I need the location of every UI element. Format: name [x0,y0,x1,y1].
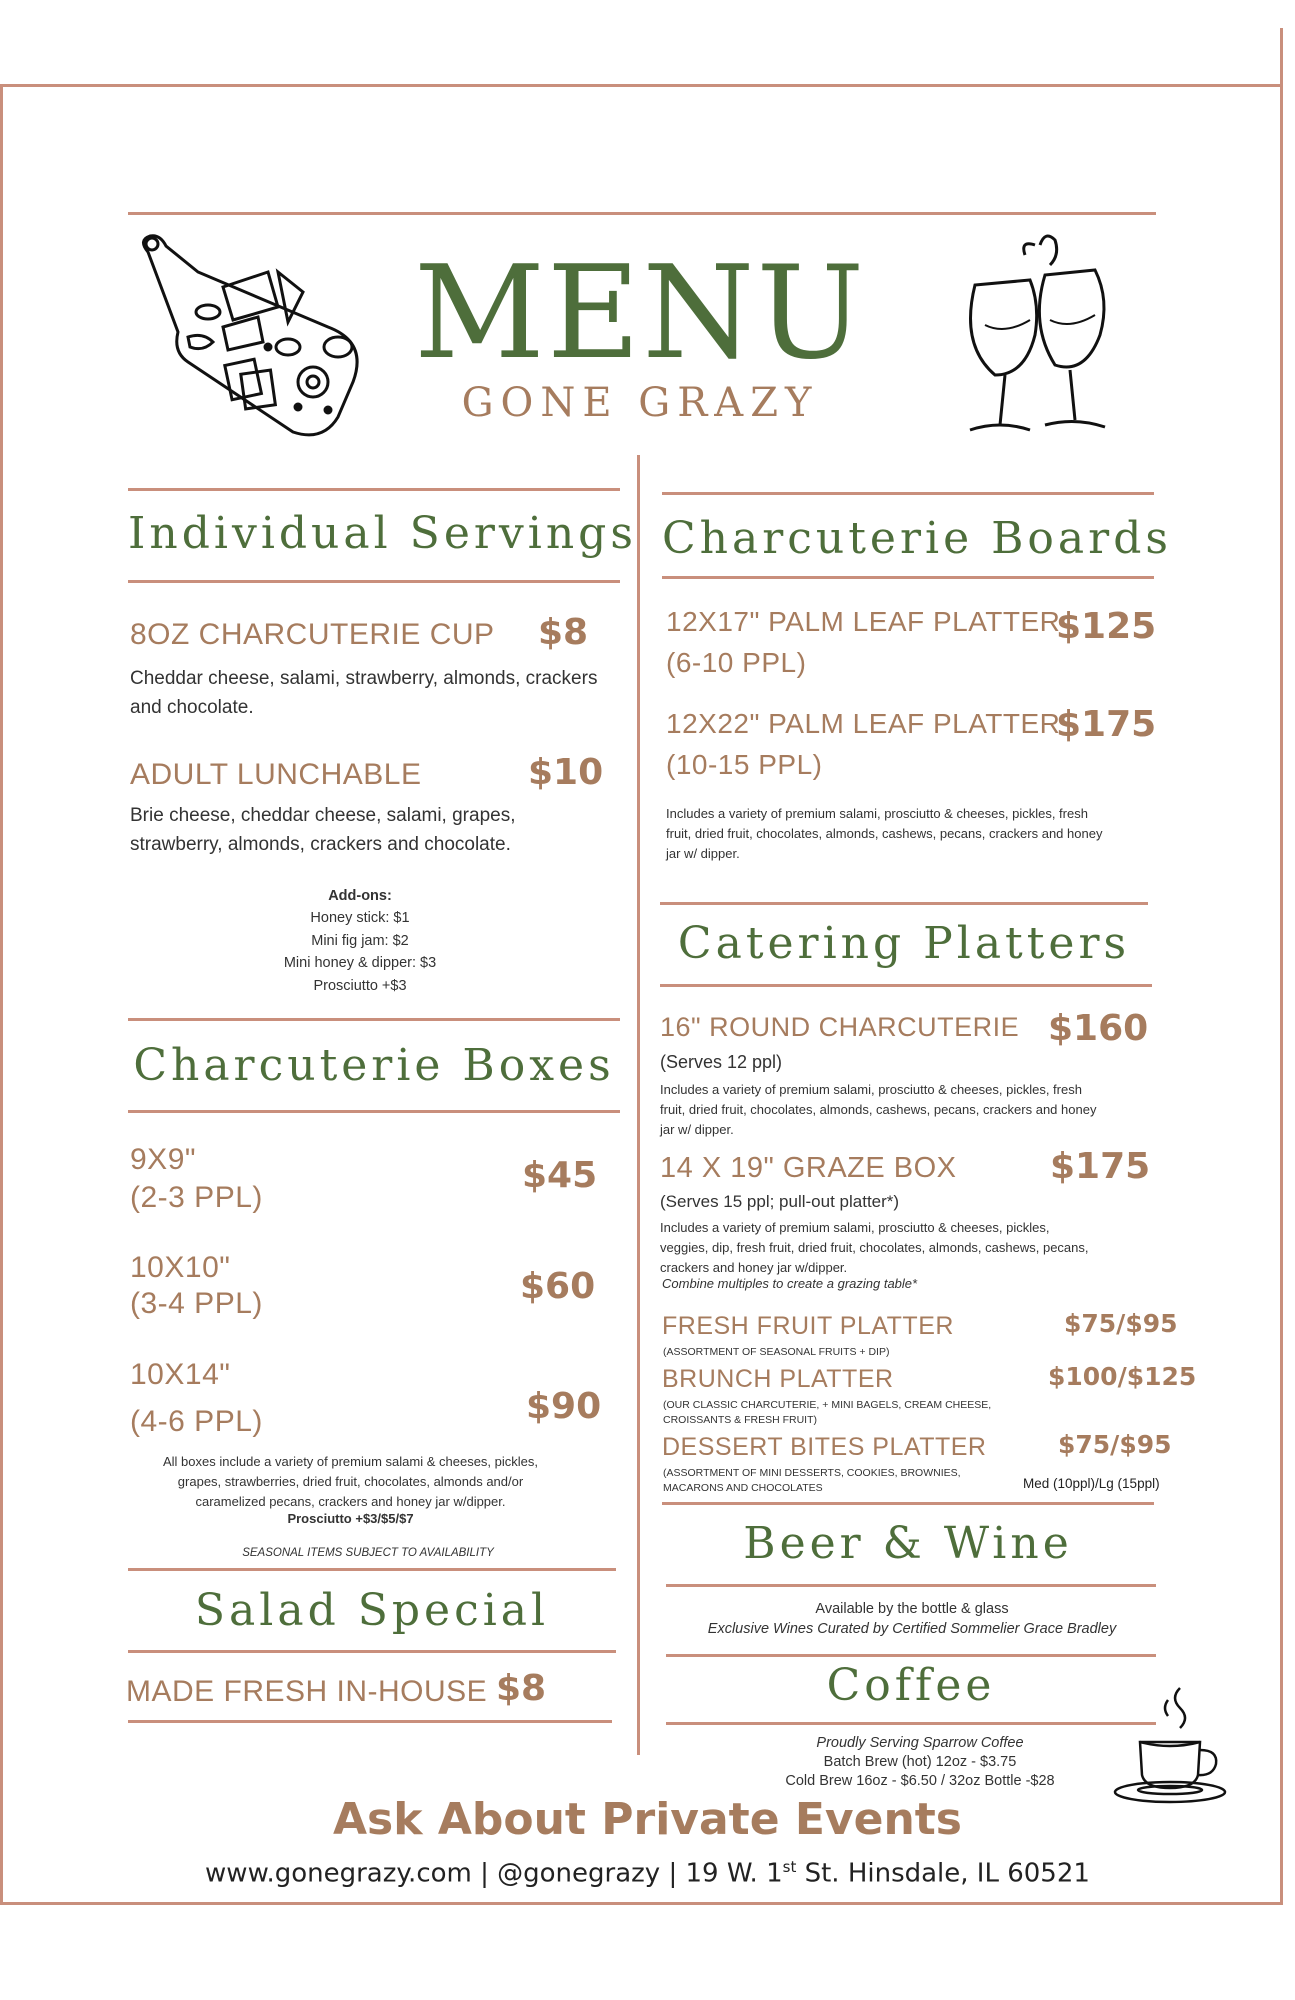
page-title: MENU [413,239,867,388]
boxes-seasonal: SEASONAL ITEMS SUBJECT TO AVAILABILITY [242,1547,494,1559]
box-14-price: $90 [526,1386,602,1427]
coffee-cup-icon [1110,1680,1240,1805]
individual-rule-bottom [128,580,620,583]
contact-text: www.gonegrazy.com | @gonegrazy | 19 W. 1 [205,1858,783,1889]
lunchable-desc: Brie cheese, cheddar cheese, salami, grapes, strawberry, almonds, crackers and chocolate. [130,805,516,855]
cup-name: 8OZ CHARCUTERIE CUP [130,618,495,651]
coffee-line2: Batch Brew (hot) 12oz - $3.75 [823,1754,1017,1770]
addon-item: Mini fig jam: $2 [311,932,409,949]
round-price: $160 [1048,1008,1149,1049]
salad-price: $8 [496,1668,547,1709]
lunchable-name: ADULT LUNCHABLE [130,758,422,791]
board-17-price: $125 [1056,606,1157,647]
coffee-rule-bottom [666,1722,1156,1725]
box-9-serves: (2-3 PPL) [130,1181,263,1214]
coffee-heading: Coffee [826,1660,996,1711]
catering-heading: Catering Platters [677,918,1131,969]
beer-wine-line1: Available by the bottle & glass [815,1601,1009,1617]
individual-heading: Individual Servings [128,508,637,559]
beer-rule-top [662,1502,1154,1505]
dessert-price: $75/$95 [1058,1430,1172,1459]
boards-rule-top [662,492,1154,495]
brunch-name: BRUNCH PLATTER [662,1365,894,1393]
board-22-serves: (10-15 PPL) [666,749,823,780]
addons-block [200,885,520,997]
boxes-rule-top [128,1018,620,1021]
addon-item: Honey stick: $1 [310,910,410,927]
frame-top [0,84,1283,87]
contact-address: St. Hinsdale, IL 60521 [796,1858,1090,1889]
boxes-heading: Charcuterie Boxes [133,1040,615,1091]
graze-price: $175 [1050,1146,1151,1187]
round-serves: (Serves 12 ppl) [660,1052,783,1072]
box-10-price: $60 [520,1266,596,1307]
column-divider [637,455,640,1755]
brunch-price: $100/$125 [1048,1362,1197,1391]
board-22-price: $175 [1056,704,1157,745]
addon-item: Mini honey & dipper: $3 [283,955,437,972]
round-desc: Includes a variety of premium salami, prosciutto & cheeses, pickles, fresh fruit, dried fruit, chocolates, almonds, cashews, pecans, crackers and honey jar w/ dipper. [660,1082,1097,1138]
catering-rule-top [660,902,1148,905]
frame-bottom [0,1902,1283,1905]
graze-desc: Includes a variety of premium salami, prosciutto & cheeses, pickles, veggies, dip, fresh fruit, dried fruit, chocolates, almonds, cashews, pecans, crackers and honey jar w/dipper. [660,1220,1089,1276]
brunch-note: (OUR CLASSIC CHARCUTERIE, + MINI BAGELS, CREAM CHEESE, CROISSANTS & FRESH FRUIT) [663,1399,992,1426]
board-17-serves: (6-10 PPL) [666,647,807,678]
addons-title: Add-ons: [328,888,392,904]
contact-superscript: st [782,1858,797,1876]
salad-rule-top [128,1568,616,1571]
beer-wine-heading: Beer & Wine [743,1518,1073,1569]
box-14-size: 10X14" [130,1358,231,1391]
cup-desc: Cheddar cheese, salami, strawberry, almonds, crackers and chocolate. [130,668,598,718]
header-rule [128,212,1156,215]
fruit-note: (ASSORTMENT OF SEASONAL FRUITS + DIP) [663,1346,890,1358]
lunchable-price: $10 [528,752,604,793]
boxes-note: All boxes include a variety of premium salami & cheeses, pickles, grapes, strawberries, dried fruit, chocolates, almonds and/or caramelized pecans, crackers and honey jar w/dipper. [163,1454,538,1510]
frame-left [0,84,3,1904]
round-name: 16" ROUND CHARCUTERIE [660,1012,1020,1042]
dessert-sizes: Med (10ppl)/Lg (15ppl) [1023,1476,1160,1491]
salad-rule-end [128,1720,612,1723]
boards-rule-bottom [662,576,1154,579]
beer-wine-line2: Exclusive Wines Curated by Certified Sommelier Grace Bradley [707,1621,1117,1637]
board-22-name: 12X22" PALM LEAF PLATTER [666,708,1061,739]
page-subtitle: GONE GRAZY [461,380,819,426]
box-9-size: 9X9" [130,1143,197,1176]
wine-glasses-icon [945,225,1125,445]
box-9-price: $45 [522,1155,598,1196]
board-17-name: 12X17" PALM LEAF PLATTER [666,606,1061,637]
boards-heading: Charcuterie Boards [662,513,1172,564]
dessert-note: (ASSORTMENT OF MINI DESSERTS, COOKIES, BROWNIES, MACARONS AND CHOCOLATES [663,1467,961,1494]
coffee-line1: Proudly Serving Sparrow Coffee [816,1735,1024,1751]
graze-combine: Combine multiples to create a grazing table* [662,1276,918,1291]
box-10-size: 10X10" [130,1251,231,1284]
salad-item: MADE FRESH IN-HOUSE [126,1675,488,1708]
fruit-name: FRESH FRUIT PLATTER [662,1312,954,1340]
boxes-prosciutto: Prosciutto +$3/$5/$7 [287,1511,414,1526]
graze-name: 14 X 19" GRAZE BOX [660,1152,957,1184]
salad-rule-bottom [128,1650,616,1653]
private-events-cta: Ask About Private Events [333,1794,962,1845]
coffee-line3: Cold Brew 16oz - $6.50 / 32oz Bottle -$28 [785,1773,1055,1789]
box-14-serves: (4-6 PPL) [130,1405,263,1438]
coffee-rule-top [666,1654,1156,1657]
dessert-name: DESSERT BITES PLATTER [662,1433,987,1461]
fruit-price: $75/$95 [1064,1309,1178,1338]
box-10-serves: (3-4 PPL) [130,1287,263,1320]
graze-serves: (Serves 15 ppl; pull-out platter*) [660,1192,900,1211]
beer-rule-bottom [666,1584,1156,1587]
boxes-rule-bottom [128,1110,620,1113]
addon-item: Prosciutto +$3 [313,977,407,994]
catering-rule-bottom [660,984,1152,987]
frame-right-top [1280,28,1283,86]
frame-right [1280,84,1283,1904]
contact-line [0,1858,1295,1889]
boards-note: Includes a variety of premium salami, prosciutto & cheeses, pickles, fresh fruit, dried fruit, chocolates, almonds, cashews, pecans, crackers and honey jar w/ dipper. [666,806,1103,862]
charcuterie-board-icon [128,232,378,442]
cup-price: $8 [538,612,589,653]
salad-heading: Salad Special [194,1585,550,1636]
individual-rule-top [128,488,620,491]
